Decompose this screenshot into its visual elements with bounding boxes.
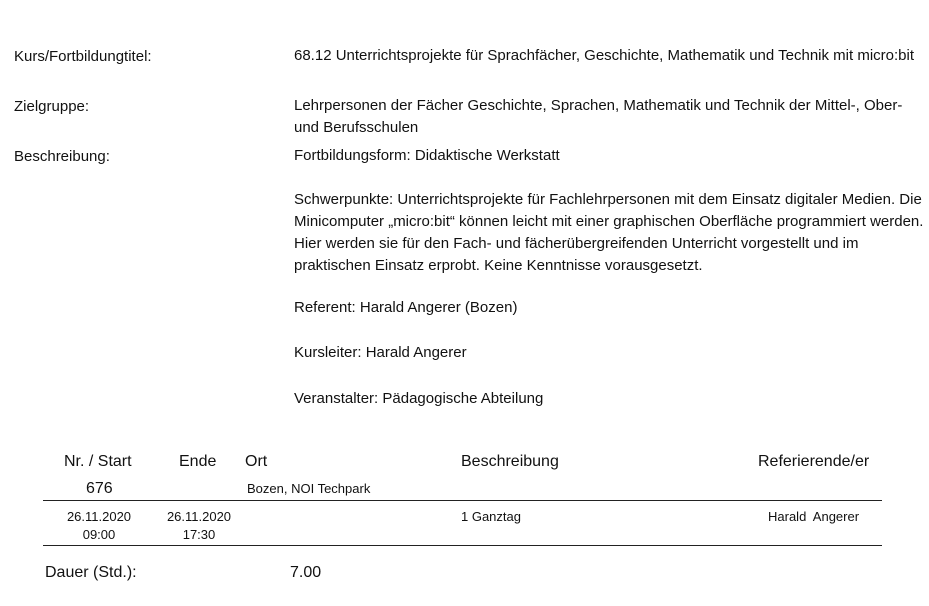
session-start (43, 508, 155, 544)
description-speaker: Referent: Harald Angerer (Bozen) (294, 299, 518, 316)
course-number: 676 (86, 480, 113, 497)
session-description: 1 Ganztag (461, 509, 521, 524)
course-title-value: 68.12 Unterrichtsprojekte für Sprachfächer, Geschichte, Mathematik und Technik mit micro:bit (294, 47, 915, 64)
session-start-date: 26.11.2020 (66, 509, 132, 524)
course-title-label: Kurs/Fortbildungtitel: (14, 48, 152, 65)
description-form: Fortbildungsform: Didaktische Werkstatt (294, 147, 560, 164)
course-place: Bozen, NOI Techpark (247, 481, 371, 496)
col-header-place: Ort (245, 453, 268, 470)
col-header-speaker: Referierende/er (758, 453, 870, 470)
col-header-end: Ende (179, 453, 217, 470)
description-focus: Schwerpunkte: Unterrichtsprojekte für Fachlehrpersonen mit dem Einsatz digitaler Medien. Die Minicomputer „micro:bit“ können leicht mit einer graphischen Oberfläche programmiert werden. Hier werden sie für den Fach- und fächerübergreifenden Unterricht vorgestellt und im praktischen Einsatz erprobt. Keine Kenntnisse vorausgesetzt. (294, 191, 924, 274)
session-end-time: 17:30 (182, 527, 216, 542)
session-start-time: 09:00 (82, 527, 116, 542)
session-end-date: 26.11.2020 (166, 509, 232, 524)
duration-label: Dauer (Std.): (45, 564, 137, 581)
session-speaker: Harald Angerer (768, 509, 860, 524)
col-header-description: Beschreibung (461, 453, 559, 470)
col-header-nr-start: Nr. / Start (64, 453, 132, 470)
target-group-label: Zielgruppe: (14, 98, 90, 115)
description-label: Beschreibung: (14, 148, 110, 165)
table-divider-top (43, 500, 882, 501)
target-group-value: Lehrpersonen der Fächer Geschichte, Sprachen, Mathematik und Technik der Mittel-, Ober- und Berufsschulen (294, 97, 903, 136)
description-block (294, 145, 924, 410)
table-divider-bottom (43, 545, 882, 546)
duration-value: 7.00 (290, 564, 322, 581)
session-end (155, 508, 243, 544)
description-organizer: Veranstalter: Pädagogische Abteilung (294, 390, 544, 407)
description-leader: Kursleiter: Harald Angerer (294, 344, 467, 361)
